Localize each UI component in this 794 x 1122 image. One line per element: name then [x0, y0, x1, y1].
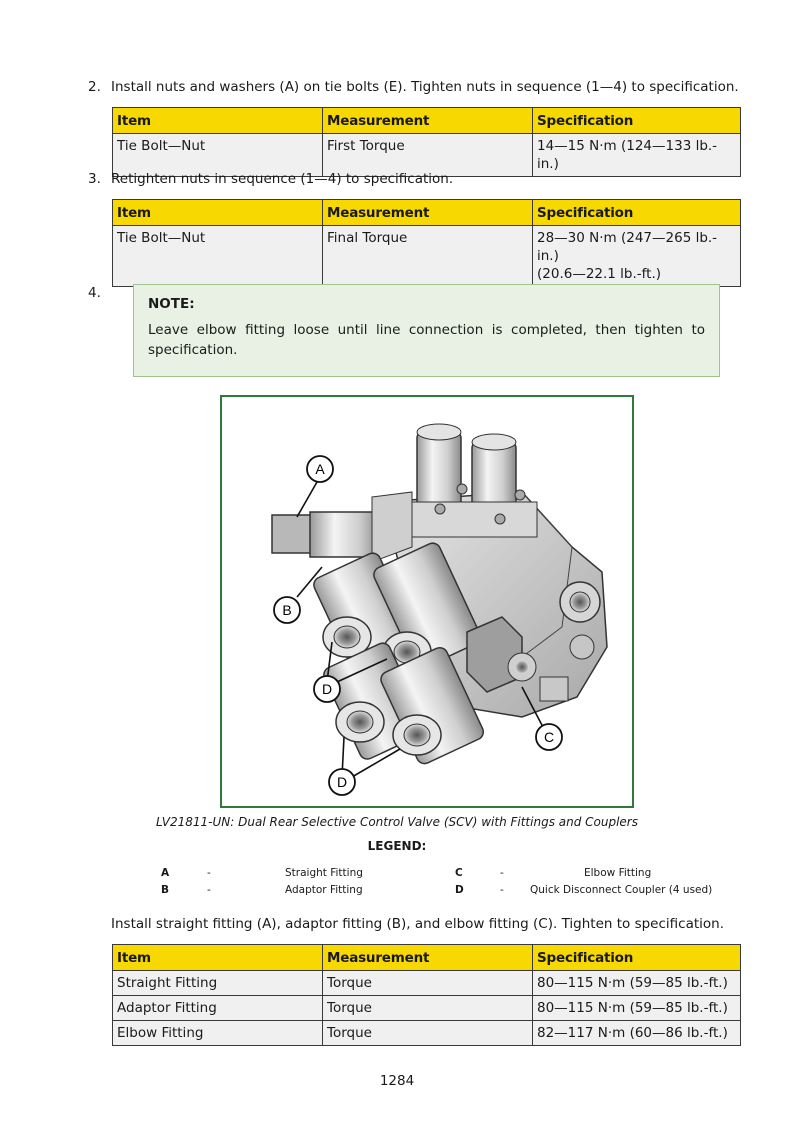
cell-spec: 80—115 N·m (59—85 lb.-ft.)	[533, 971, 741, 996]
legend-title: LEGEND:	[367, 839, 427, 853]
figure-caption: LV21811-UN: Dual Rear Selective Control Valve (SCV) with Fittings and Couplers	[155, 815, 638, 829]
cell-measurement: Torque	[323, 996, 533, 1021]
callout-a	[307, 456, 333, 482]
svg-text:B: B	[282, 602, 292, 618]
table-row	[113, 1021, 741, 1046]
callout-d-lower	[329, 769, 355, 795]
legend-dash: -	[207, 884, 211, 896]
spec-table-fittings	[112, 944, 741, 1046]
spec-table-final-torque	[112, 199, 741, 287]
table-header-row	[113, 200, 741, 226]
top-cartridges	[397, 424, 537, 537]
header-specification: Specification	[533, 200, 741, 226]
legend-label-c: Elbow Fitting	[584, 867, 652, 879]
svg-text:C: C	[543, 729, 555, 745]
svg-text:D: D	[321, 681, 333, 697]
note-body: Leave elbow fitting loose until line connection is completed, then tighten to specification.	[148, 322, 705, 358]
scv-illustration	[222, 397, 632, 806]
straight-fitting	[272, 492, 412, 562]
table-row	[113, 996, 741, 1021]
header-specification: Specification	[533, 108, 741, 134]
step-text: Retighten nuts in sequence (1—4) to specification.	[111, 171, 454, 187]
svg-text:A: A	[315, 461, 325, 477]
legend-label-b: Adaptor Fitting	[285, 884, 363, 896]
table-header-row	[113, 945, 741, 971]
cell-item: Tie Bolt—Nut	[113, 226, 323, 287]
callout-b	[274, 597, 300, 623]
table-row	[113, 971, 741, 996]
legend-key-d: D	[455, 884, 464, 896]
legend-dash: -	[500, 867, 504, 879]
valve-figure	[220, 395, 634, 808]
cell-spec	[533, 226, 741, 287]
cell-spec: 14—15 N·m (124—133 lb.-in.)	[533, 134, 741, 177]
header-item: Item	[113, 108, 323, 134]
cell-item: Straight Fitting	[113, 971, 323, 996]
callout-c	[536, 724, 562, 750]
legend-label-a: Straight Fitting	[285, 867, 363, 879]
spec-line-2: (20.6—22.1 lb.-ft.)	[537, 266, 662, 282]
cell-measurement: Torque	[323, 971, 533, 996]
svg-text:D: D	[336, 774, 348, 790]
callout-d-upper	[314, 676, 340, 702]
spec-table-first-torque	[112, 107, 741, 177]
header-measurement: Measurement	[323, 945, 533, 971]
header-measurement: Measurement	[323, 200, 533, 226]
note-title: NOTE:	[148, 296, 195, 312]
step-text: Install nuts and washers (A) on tie bolts (E). Tighten nuts in sequence (1—4) to specification.	[111, 79, 739, 95]
cell-item: Tie Bolt—Nut	[113, 134, 323, 177]
spec-line-1: 28—30 N·m (247—265 lb.-in.)	[537, 230, 718, 264]
cell-measurement: Torque	[323, 1021, 533, 1046]
legend-dash: -	[207, 867, 211, 879]
cell-spec: 80—115 N·m (59—85 lb.-ft.)	[533, 996, 741, 1021]
legend-label-d: Quick Disconnect Coupler (4 used)	[530, 884, 713, 896]
header-item: Item	[113, 200, 323, 226]
cell-spec: 82—117 N·m (60—86 lb.-ft.)	[533, 1021, 741, 1046]
header-item: Item	[113, 945, 323, 971]
cell-measurement: First Torque	[323, 134, 533, 177]
cell-item: Adaptor Fitting	[113, 996, 323, 1021]
step-number: 4.	[88, 285, 101, 301]
cell-measurement: Final Torque	[323, 226, 533, 287]
header-specification: Specification	[533, 945, 741, 971]
header-measurement: Measurement	[323, 108, 533, 134]
legend-key-c: C	[455, 867, 463, 879]
step-number: 3.	[88, 171, 101, 187]
legend-key-a: A	[161, 867, 170, 879]
cell-item: Elbow Fitting	[113, 1021, 323, 1046]
table-row	[113, 226, 741, 287]
step-number: 2.	[88, 79, 101, 95]
note-box	[133, 284, 720, 377]
legend-key-b: B	[161, 884, 170, 896]
table-header-row	[113, 108, 741, 134]
page-number: 1284	[379, 1073, 415, 1089]
step-text: Install straight fitting (A), adaptor fitting (B), and elbow fitting (C). Tighten to specification.	[111, 916, 724, 932]
legend-dash: -	[500, 884, 504, 896]
